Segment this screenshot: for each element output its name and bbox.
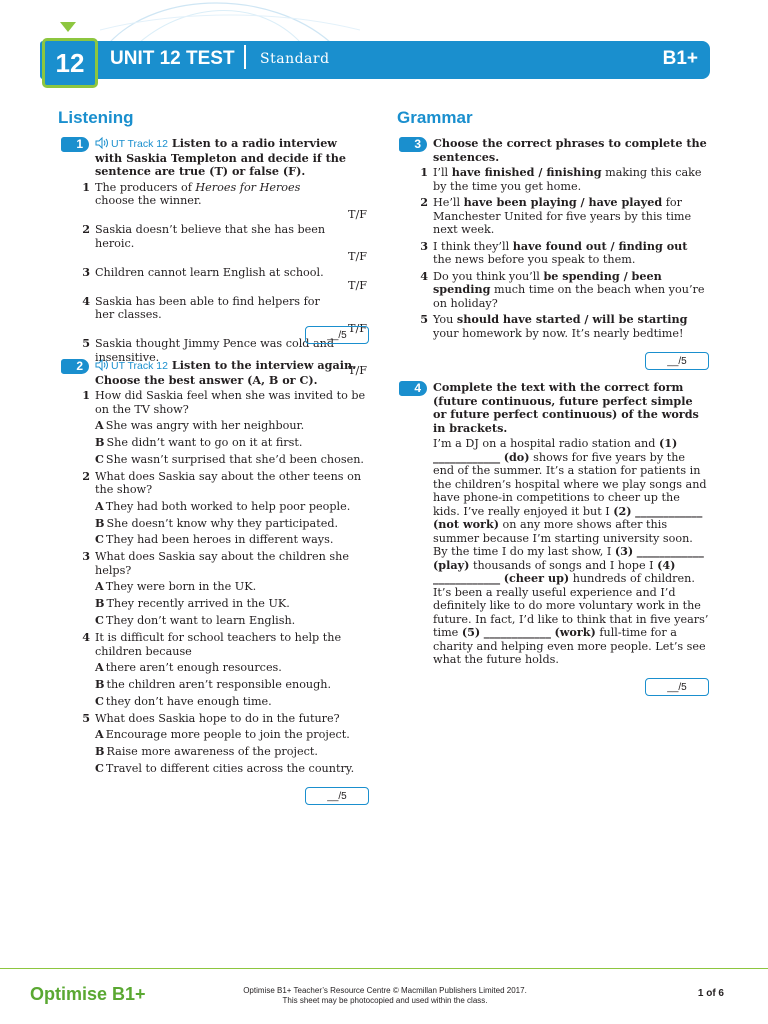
question-number: 4 (420, 268, 428, 283)
task-4 (433, 381, 709, 667)
question-text: choose the winner. (95, 194, 202, 207)
answer-option[interactable] (95, 661, 367, 675)
option-text: They recently arrived in the UK. (106, 597, 290, 611)
footer-divider (0, 968, 768, 969)
question-item (82, 264, 367, 293)
phrase-choice[interactable]: should have started / will be starting (456, 312, 688, 326)
question-item (82, 388, 367, 466)
answer-option[interactable] (95, 436, 367, 450)
option-text: She didn’t want to go on it at first. (106, 435, 303, 449)
question-text: Saskia thought Jimmy Pence was cold and insensitive. (95, 337, 335, 364)
question-item (420, 165, 709, 193)
answer-option[interactable] (95, 517, 367, 531)
true-false-choice[interactable]: T/F (348, 364, 367, 377)
true-false-choice[interactable]: T/F (348, 321, 367, 335)
gap-3[interactable]: ____________ (636, 544, 704, 558)
gap-word: (cheer up) (503, 571, 570, 585)
speaker-icon (95, 137, 109, 149)
gap-number: (3) (614, 544, 634, 558)
option-letter: C (95, 760, 104, 775)
text-part: on any more shows after this summer because I’m starting university soon. By the time I do my last show, I (433, 518, 693, 558)
true-false-choice[interactable]: T/F (348, 279, 367, 292)
option-text: the children aren’t responsible enough. (106, 677, 332, 691)
question-number: 2 (420, 195, 428, 209)
question-item (82, 710, 367, 776)
gap-number: (2) (613, 503, 632, 518)
option-letter: A (95, 579, 104, 594)
question-number: 3 (82, 549, 90, 564)
sentence-text: He’ll (433, 196, 464, 209)
question-number: 4 (82, 293, 90, 308)
question-text: Saskia has been able to find helpers for her classes. (95, 294, 320, 321)
text-part: thousands of songs and I hope I (469, 558, 658, 572)
answer-option[interactable] (95, 614, 367, 628)
question-item (82, 468, 367, 547)
true-false-choice[interactable]: T/F (348, 250, 367, 263)
answer-option[interactable] (95, 533, 367, 547)
answer-option[interactable] (95, 745, 367, 759)
task-1-instruction (95, 137, 367, 179)
answer-option[interactable] (95, 580, 367, 594)
option-text: there aren’t enough resources. (105, 661, 282, 675)
unit-title: UNIT 12 TEST (110, 48, 235, 69)
phrase-choice[interactable]: be spending / been spending (433, 268, 662, 296)
question-number: 1 (82, 388, 90, 402)
score-box-task-1[interactable]: __/5 (305, 326, 369, 344)
task-badge-3: 3 (399, 137, 427, 152)
question-text: What does Saskia say about the children she helps? (95, 550, 349, 577)
title-separator (244, 45, 246, 69)
footer-brand: Optimise B1+ (30, 984, 146, 1004)
question-item (82, 179, 367, 222)
section-title-grammar: Grammar (397, 108, 473, 127)
option-letter: A (95, 727, 104, 742)
text-part: hundreds of children. It’s been a really useful experience and I’d definitely like to do more voluntary work in the future. In fact, I’d like to think that in five years’ time (433, 572, 709, 639)
sentence-text: I think they’ll (433, 239, 513, 253)
question-emphasis: Heroes for Heroes (195, 180, 301, 194)
option-text: She doesn’t know why they participated. (106, 516, 339, 530)
question-item (420, 312, 709, 340)
task-3-instruction: Choose the correct phrases to complete the sentences. (433, 136, 707, 164)
score-box-task-4[interactable]: __/5 (645, 678, 709, 696)
question-number: 2 (82, 468, 90, 483)
question-number: 5 (82, 336, 90, 350)
question-number: 4 (82, 630, 90, 645)
sentence-text: You (433, 313, 457, 326)
answer-option[interactable] (95, 762, 367, 776)
sentence-text: for Manchester United for five years by this time next week. (433, 196, 692, 236)
phrase-choice[interactable]: have found out / finding out (512, 238, 688, 253)
option-text: They were born in the UK. (105, 580, 257, 594)
option-letter: C (95, 693, 104, 708)
sentence-text: the news before you speak to them. (433, 253, 636, 266)
question-number: 5 (420, 312, 428, 326)
answer-option[interactable] (95, 500, 367, 514)
option-text: they don’t have enough time. (105, 694, 272, 708)
level-label: B1+ (662, 48, 698, 69)
gap-number: (1) (658, 436, 678, 450)
gap-number: (5) (461, 625, 481, 639)
header-decoration (100, 0, 360, 42)
gap-4[interactable]: ____________ (433, 571, 501, 585)
gap-word: (play) (433, 557, 470, 572)
question-number: 3 (82, 264, 90, 279)
track-label: UT Track 12 (111, 138, 168, 150)
task-badge-1: 1 (61, 137, 89, 152)
score-box-task-2[interactable]: __/5 (305, 787, 369, 805)
option-letter: B (95, 744, 105, 759)
speaker-icon (95, 359, 109, 371)
question-text: What does Saskia say about the other teens on the show? (95, 469, 362, 497)
question-text: Children cannot learn English at school. (95, 265, 324, 279)
question-number: 1 (420, 165, 428, 179)
question-item (420, 195, 709, 237)
task-4-instruction: Complete the text with the correct form (future continuous, future perfect simple or future perfect continuous) of the words in brackets. (433, 380, 699, 435)
question-number: 2 (82, 222, 90, 236)
question-number: 5 (82, 710, 90, 725)
phrase-choice[interactable]: have been playing / have played (463, 195, 663, 209)
question-number: 1 (82, 179, 90, 194)
question-text: How did Saskia feel when she was invited to be on the TV show? (95, 389, 366, 416)
question-text: It is difficult for school teachers to help the children because (95, 631, 342, 658)
task-badge-4: 4 (399, 381, 427, 396)
gap-5[interactable]: ____________ (483, 625, 551, 639)
task-badge-2: 2 (61, 359, 89, 374)
text-part: shows for five years by the end of the summer. It’s a station for patients in the children’s hospital where we play songs and have phone-in competitions to cheer up the kids. I’ve really enjoyed it but I (433, 450, 707, 518)
score-box-task-3[interactable]: __/5 (645, 352, 709, 370)
unit-arrow-icon (60, 22, 76, 32)
gap-word: (work) (554, 625, 596, 639)
true-false-choice[interactable]: T/F (348, 207, 367, 221)
sentence-text: much time on the beach when you’re on holiday? (433, 283, 705, 310)
instruction-text: Listen to the interview again. Choose the best answer (A, B or C). (95, 358, 357, 387)
option-letter: A (95, 498, 104, 513)
option-text: They had both worked to help poor people. (105, 499, 351, 513)
option-letter: C (95, 613, 104, 628)
question-item (420, 238, 709, 267)
question-item (420, 268, 709, 311)
option-letter: B (95, 515, 105, 530)
instruction-text: Listen to a radio interview with Saskia Templeton and decide if the sentence are true (T) or false (F). (95, 136, 347, 178)
question-item (82, 630, 367, 708)
gap-1[interactable]: ____________ (433, 449, 501, 464)
task-2-instruction (95, 359, 367, 387)
page-number: 1 of 6 (697, 988, 724, 999)
option-letter: C (95, 451, 104, 466)
option-text: They had been heroes in different ways. (105, 533, 334, 547)
answer-option[interactable] (95, 728, 367, 742)
answer-option[interactable] (95, 695, 367, 709)
question-item (82, 222, 367, 264)
option-text: Encourage more people to join the project. (105, 728, 350, 742)
section-title-listening: Listening (58, 108, 134, 127)
option-letter: A (95, 418, 104, 432)
unit-number-badge: 12 (42, 38, 98, 88)
unit-subtitle: Standard (260, 51, 330, 67)
question-text: Saskia doesn’t believe that she has been heroic. (95, 223, 326, 250)
question-text: What does Saskia hope to do in the future? (95, 711, 340, 725)
question-number: 3 (420, 238, 428, 253)
option-letter: B (95, 434, 105, 449)
gap-word: (do) (503, 449, 530, 464)
sentence-text: I’ll (433, 166, 452, 179)
gap-fill-text (433, 437, 709, 667)
text-part: full-time for a charity and helping even more people. Let’s see what the future holds. (433, 626, 706, 666)
track-label: UT Track 12 (111, 360, 168, 372)
option-text: She wasn’t surprised that she’d been chosen. (105, 452, 364, 466)
answer-option[interactable] (95, 419, 367, 433)
gap-number: (4) (657, 557, 676, 572)
sentence-text: your homework by now. It’s nearly bedtime! (433, 326, 684, 340)
question-text: The producers of (95, 180, 196, 194)
option-text: Travel to different cities across the country. (105, 761, 355, 775)
task-3 (420, 136, 709, 343)
option-text: She was angry with her neighbour. (105, 419, 305, 432)
answer-option[interactable] (95, 597, 367, 611)
option-letter: B (95, 676, 105, 691)
sentence-text: Do you think you’ll (433, 269, 544, 283)
phrase-choice[interactable]: have finished / finishing (451, 165, 602, 179)
copyright-line-2: This sheet may be photocopied and used within the class. (282, 996, 488, 1005)
option-letter: C (95, 532, 104, 547)
answer-option[interactable] (95, 453, 367, 467)
footer-copyright (230, 986, 540, 1006)
option-letter: B (95, 596, 105, 611)
answer-option[interactable] (95, 678, 367, 692)
gap-2[interactable]: ____________ (635, 503, 703, 518)
task-2 (82, 358, 367, 779)
gap-word: (not work) (433, 517, 499, 531)
copyright-line-1: Optimise B1+ Teacher’s Resource Centre © Macmillan Publishers Limited 2017. (243, 986, 527, 995)
option-text: They don’t want to learn English. (105, 614, 296, 628)
question-item (82, 549, 367, 628)
sentence-text: making this cake by the time you get home. (433, 166, 702, 193)
option-text: Raise more awareness of the project. (106, 745, 318, 759)
option-letter: A (95, 660, 104, 675)
text-part: I’m a DJ on a hospital radio station and (433, 437, 656, 450)
